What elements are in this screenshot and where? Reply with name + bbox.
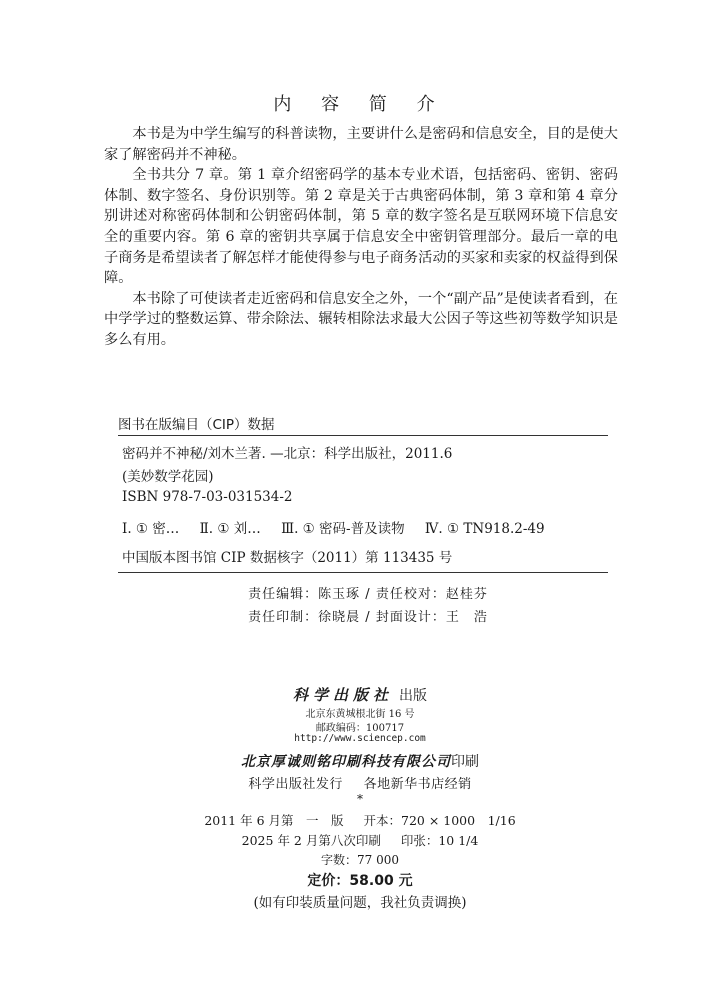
summary-paragraph-2: 全书共分 7 章。第 1 章介绍密码学的基本专业术语，包括密码、密钥、密码体制、数字签名、身份识别等。第 2 章是关于古典密码体制，第 3 章和第 4 章分别讲述对称密码体制和公钥密码体制，第 5 章的数字签名是互联网环境下信息安全的重要内容。第 6 章的密钥共享属于信息安全中密钥管理部分。最后一章的电子商务是希望读者了解怎样才能使得参与电子商务活动的买家和卖家的权益得到保障。: [104, 167, 618, 287]
reprint-info: 2025 年 2 月第八次印刷: [241, 833, 381, 848]
printer-line: [0, 751, 720, 771]
issuer: 科学出版社发行: [248, 777, 343, 792]
first-edition: 2011 年 6 月第 一 版: [204, 813, 344, 828]
word-count: 字数：77 000: [321, 853, 399, 867]
cip-heading: 图书在版编目（CIP）数据: [118, 417, 275, 433]
summary-paragraph-3: 本书除了可使读者走近密码和信息安全之外，一个“副产品”是使读者看到，在中学学过的整数运算、带余除法、辗转相除法求最大公因子等这些初等数学知识是多么有用。: [104, 290, 618, 348]
cip-classification: [122, 517, 561, 537]
printing-sheets: 印张：10 1/4: [400, 833, 479, 848]
cip-bibliographic-line: 密码并不神秘/刘木兰著. —北京：科学出版社，2011.6: [122, 446, 453, 462]
printer-action: 印刷: [451, 754, 479, 770]
price: 定价：58.00 元: [307, 873, 413, 889]
production-credits: 责任印制：徐晓晨 / 封面设计：王 浩: [248, 610, 488, 625]
cip-bottom-rule: [118, 572, 608, 573]
cip-series-line: (美妙数学花园): [122, 469, 214, 485]
publisher-address: 北京东黄城根北街 16 号: [305, 709, 415, 720]
edition-line: [0, 811, 720, 829]
cip-record-number: 中国版本图书馆 CIP 数据核字（2011）第 113435 号: [122, 550, 453, 566]
editor-credits: 责任编辑：陈玉琢 / 责任校对：赵桂芬: [248, 587, 488, 602]
distribution-line: [0, 773, 720, 792]
publisher-url: http://www.sciencep.com: [294, 733, 426, 744]
publisher-postcode: 邮政编码：100717: [315, 723, 405, 734]
cip-class-2: Ⅱ. ① 刘…: [199, 521, 261, 537]
cip-top-rule: [118, 435, 608, 436]
printer-name: 北京厚诚则铭印刷科技有限公司: [241, 754, 451, 770]
cip-isbn: ISBN 978-7-03-031534-2: [122, 489, 293, 505]
page-format: 开本：720 × 1000 1/16: [363, 813, 516, 828]
seller: 各地新华书店经销: [363, 777, 472, 792]
cip-class-3: Ⅲ. ① 密码-普及读物: [281, 521, 405, 537]
summary-paragraph-1: 本书是为中学生编写的科普读物，主要讲什么是密码和信息安全，目的是使大家了解密码并不神秘。: [104, 126, 618, 163]
publisher-name: 科学出版社: [292, 686, 393, 704]
quality-note: (如有印装质量问题，我社负责调换): [253, 895, 467, 911]
publisher-line: [0, 684, 720, 705]
content-summary: [104, 124, 618, 351]
separator-star: *: [357, 792, 363, 806]
publisher-action: 出版: [399, 688, 427, 704]
page-title: 内 容 简 介: [273, 94, 447, 115]
printing-line: [0, 831, 720, 849]
cip-class-4: Ⅳ. ① TN918.2-49: [424, 521, 545, 537]
cip-class-1: Ⅰ. ① 密…: [122, 521, 180, 537]
